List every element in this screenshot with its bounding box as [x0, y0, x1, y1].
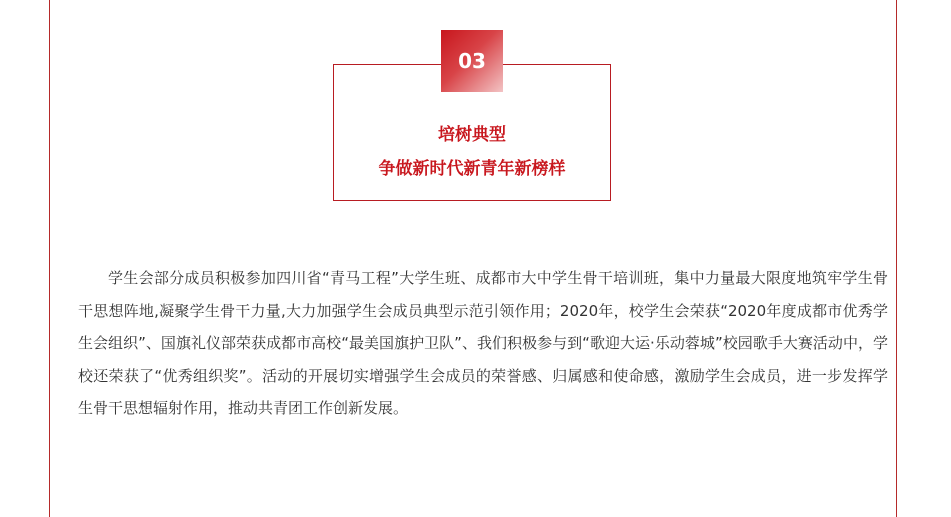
- article-paragraph: 学生会部分成员积极参加四川省“青马工程”大学生班、成都市大中学生骨干培训班，集中力量最大限度地筑牢学生骨干思想阵地,凝聚学生骨干力量,大力加强学生会成员典型示范引领作用；2020年，校学生会荣获“2020年度成都市优秀学生会组织”、国旗礼仪部荣获成都市高校“最美国旗护卫队”、我们积极参与到“歌迎大运·乐动蓉城”校园歌手大赛活动中，学校还荣获了“优秀组织奖”。活动的开展切实增强学生会成员的荣誉感、归属感和使命感，激励学生会成员，进一步发挥学生骨干思想辐射作用，推动共青团工作创新发展。: [78, 269, 888, 417]
- left-frame-line: [49, 0, 50, 517]
- section-number-badge: 03: [441, 30, 503, 92]
- section-subtitle: 争做新时代新青年新榜样: [378, 159, 566, 179]
- section-title: 培树典型: [438, 125, 506, 145]
- right-frame-line: [896, 0, 897, 517]
